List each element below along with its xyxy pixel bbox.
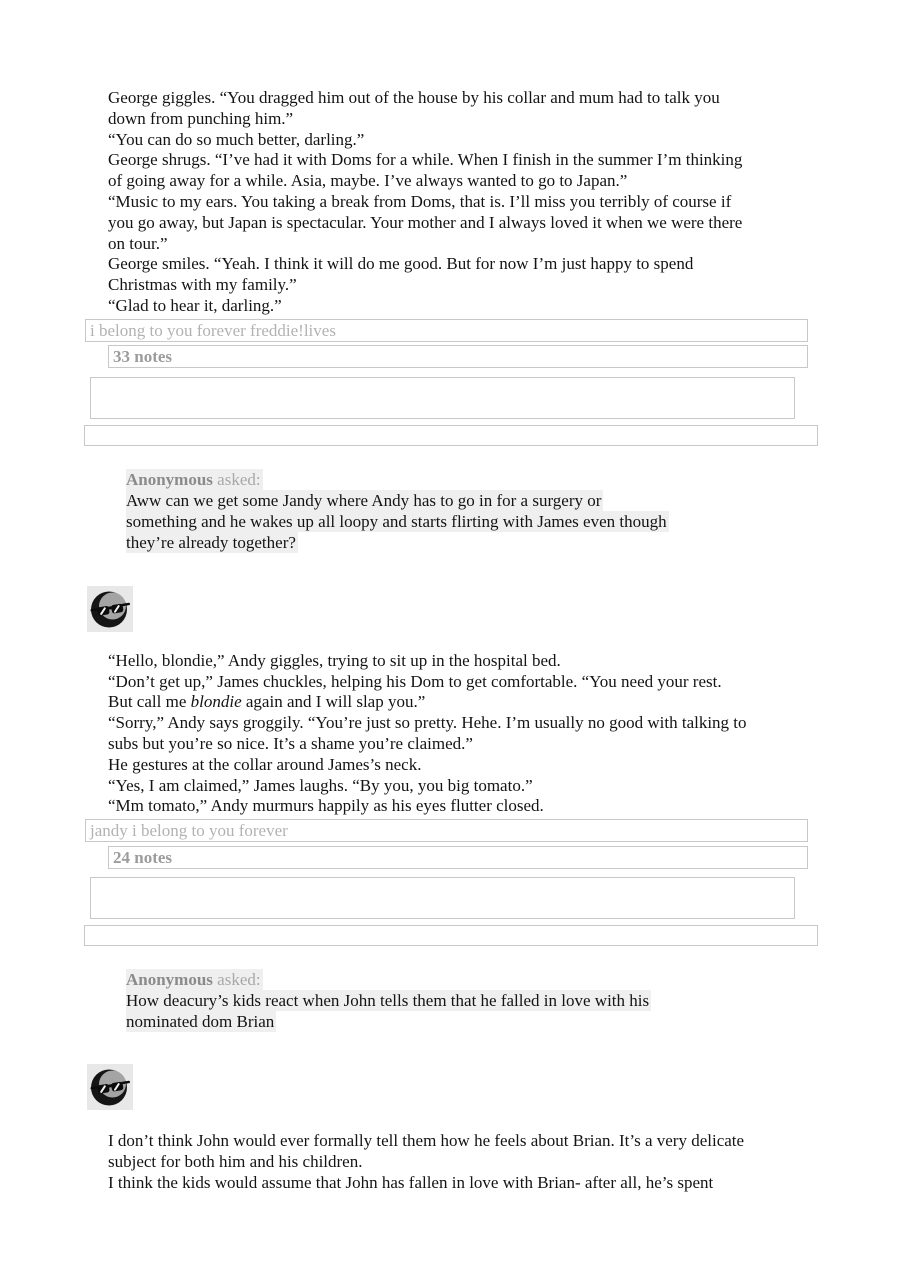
story-line: “You can do so much better, darling.” — [108, 129, 365, 149]
post-3-body — [108, 1131, 905, 1193]
story-line: down from punching him.” — [108, 108, 294, 128]
post-2-body — [108, 651, 905, 817]
post-1-tags-input[interactable]: i belong to you forever freddie!lives — [85, 319, 808, 342]
italic-word: blondie — [190, 692, 242, 712]
post-2-notes-link[interactable]: 24 notes — [108, 846, 808, 869]
story-line: subs but you’re so nice. It’s a shame you’re claimed.” — [108, 733, 473, 753]
post-1-footer-input[interactable] — [84, 425, 818, 446]
story-line: “Yes, I am claimed,” James laughs. “By you, you big tomato.” — [108, 775, 533, 795]
post-1-reply-textarea[interactable] — [90, 377, 795, 419]
story-line: “Music to my ears. You taking a break from Doms, that is. I’ll miss you terribly of course if — [108, 191, 732, 211]
story-line: He gestures at the collar around James’s neck. — [108, 754, 422, 774]
post-2-footer-input[interactable] — [84, 925, 818, 946]
ask-question-line: Aww can we get some Jandy where Andy has to go in for a surgery or — [126, 490, 602, 510]
story-line: “Mm tomato,” Andy murmurs happily as his eyes flutter closed. — [108, 796, 544, 816]
story-line: “Sorry,” Andy says groggily. “You’re just so pretty. Hehe. I’m usually no good with talking to — [108, 713, 747, 733]
sunglasses-face-icon — [87, 1064, 133, 1110]
blog-avatar[interactable] — [87, 586, 133, 632]
story-line: George shrugs. “I’ve had it with Doms for a while. When I finish in the summer I’m thinking — [108, 150, 743, 170]
story-line: George giggles. “You dragged him out of the house by his collar and mum had to talk you — [108, 88, 720, 107]
asker-name: Anonymous — [126, 469, 213, 489]
story-line: on tour.” — [108, 233, 168, 253]
asked-label: asked: — [212, 469, 261, 489]
ask-header — [126, 969, 905, 990]
ask-question-line: they’re already together? — [126, 532, 296, 552]
story-line: But call me blondie again and I will slap you.” — [108, 692, 426, 712]
ask-question-line: How deacury’s kids react when John tells them that he falled in love with his — [126, 991, 650, 1011]
story-line: subject for both him and his children. — [108, 1151, 363, 1171]
post-2-tags-input[interactable]: jandy i belong to you forever — [85, 819, 808, 842]
sunglasses-face-icon — [87, 586, 133, 632]
ask-header — [126, 469, 905, 490]
post-2-reply-textarea[interactable] — [90, 877, 795, 919]
ask-question-line: something and he wakes up all loopy and starts flirting with James even though — [126, 511, 667, 531]
blog-avatar[interactable] — [87, 1064, 133, 1110]
asker-name: Anonymous — [126, 970, 213, 990]
story-line: “Glad to hear it, darling.” — [108, 295, 282, 315]
story-line: I don’t think John would ever formally tell them how he feels about Brian. It’s a very delicate — [108, 1131, 745, 1151]
story-line: George smiles. “Yeah. I think it will do me good. But for now I’m just happy to spend — [108, 254, 694, 274]
story-line: “Hello, blondie,” Andy giggles, trying to sit up in the hospital bed. — [108, 650, 561, 670]
asked-label: asked: — [212, 970, 261, 990]
post-1-body — [108, 88, 905, 317]
post-3-ask — [126, 969, 905, 1032]
story-line: of going away for a while. Asia, maybe. I’ve always wanted to go to Japan.” — [108, 171, 628, 191]
story-line: Christmas with my family.” — [108, 275, 297, 295]
ask-question-line: nominated dom Brian — [126, 1012, 275, 1032]
story-line: “Don’t get up,” James chuckles, helping his Dom to get comfortable. “You need your rest. — [108, 671, 722, 691]
post-1-notes-link[interactable]: 33 notes — [108, 345, 808, 368]
story-line: I think the kids would assume that John has fallen in love with Brian- after all, he’s spent — [108, 1172, 714, 1192]
story-line: you go away, but Japan is spectacular. Your mother and I always loved it when we were there — [108, 212, 743, 232]
post-2-ask — [126, 469, 905, 553]
